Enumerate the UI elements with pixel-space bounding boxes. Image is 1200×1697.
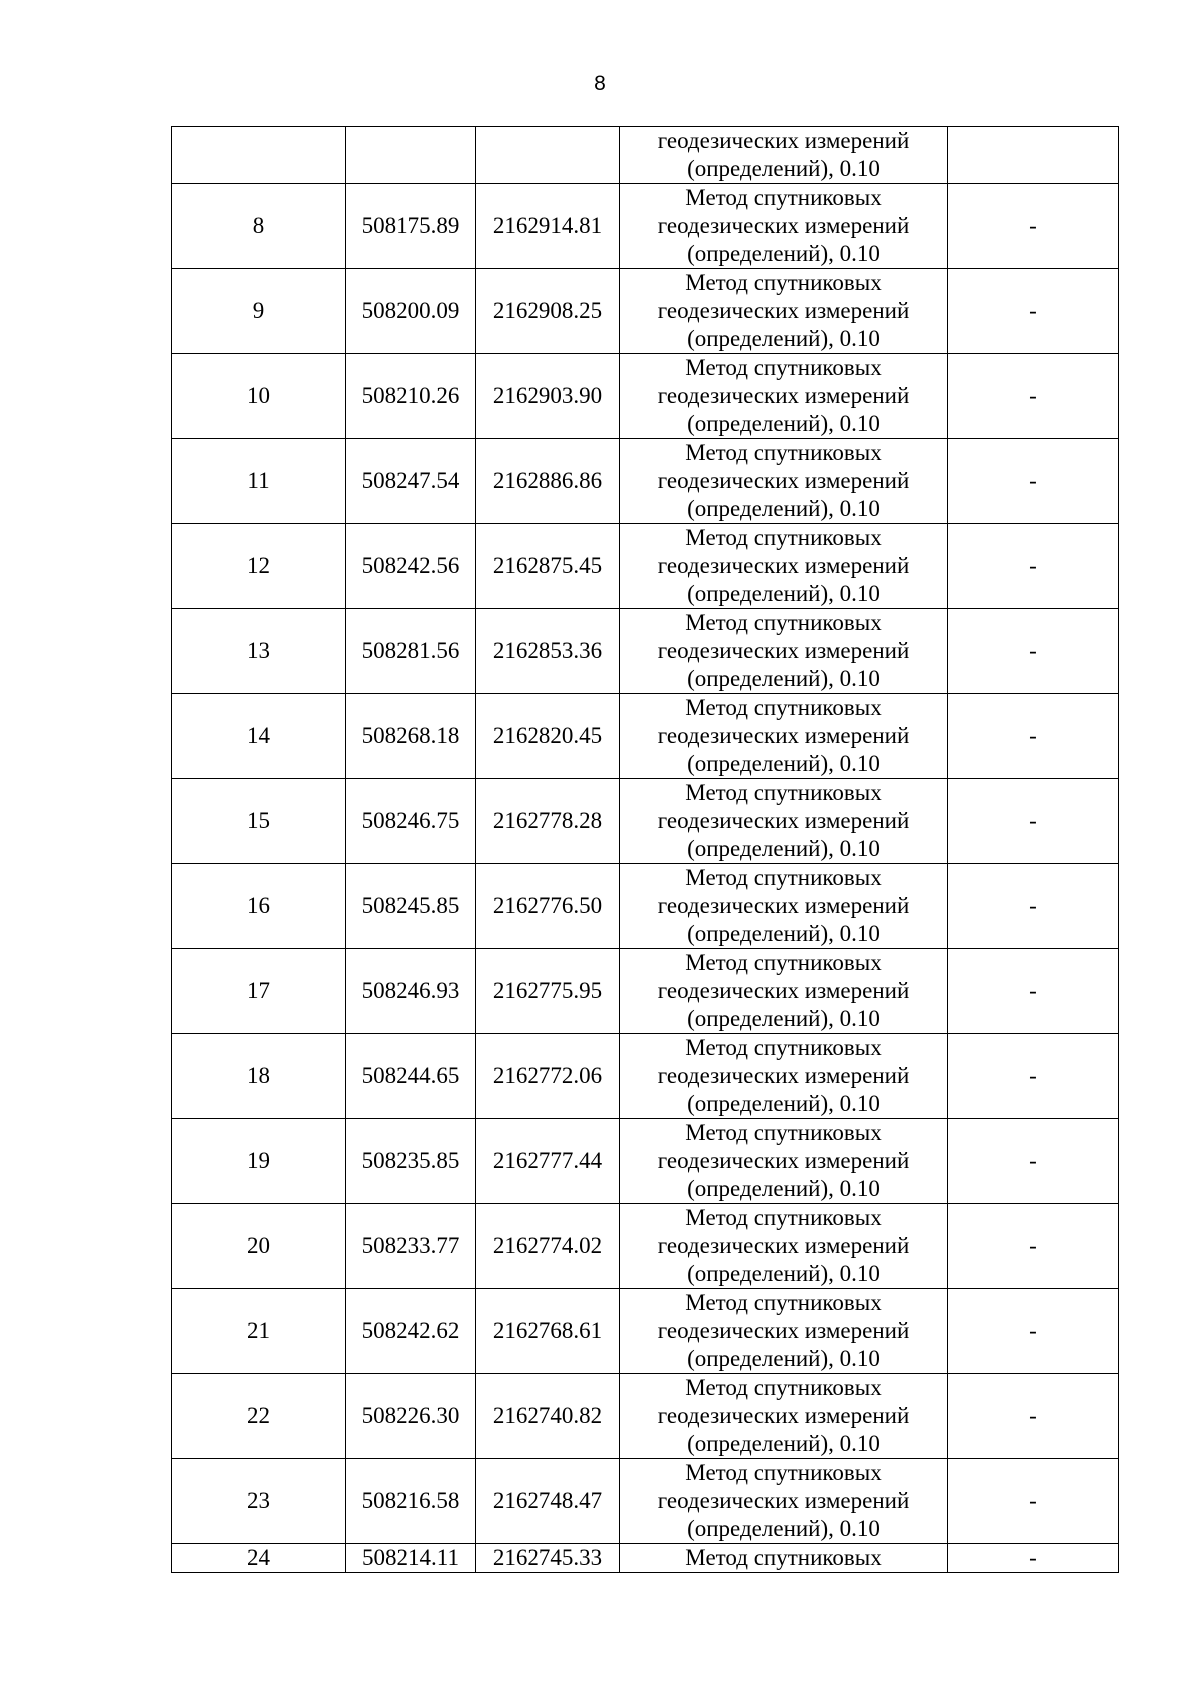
coordinates-table <box>171 126 1119 1573</box>
y-coordinate-cell: 2162886.86 <box>476 439 620 524</box>
note-cell: - <box>948 184 1119 269</box>
method-line: (определений), 0.10 <box>687 1431 880 1456</box>
method-line: (определений), 0.10 <box>687 156 880 181</box>
note-cell: - <box>948 354 1119 439</box>
method-cell <box>620 949 948 1034</box>
table-row <box>172 184 1119 269</box>
method-line: геодезических измерений <box>657 1488 910 1513</box>
y-coordinate-cell: 2162908.25 <box>476 269 620 354</box>
x-coordinate-cell: 508242.62 <box>346 1289 476 1374</box>
page-number: 8 <box>594 72 606 95</box>
point-number-cell: 12 <box>172 524 346 609</box>
note-cell: - <box>948 864 1119 949</box>
y-coordinate-cell: 2162778.28 <box>476 779 620 864</box>
method-line: (определений), 0.10 <box>687 666 880 691</box>
x-coordinate-cell: 508235.85 <box>346 1119 476 1204</box>
method-cell <box>620 127 948 184</box>
table-row <box>172 609 1119 694</box>
method-line: (определений), 0.10 <box>687 836 880 861</box>
note-cell: - <box>948 1119 1119 1204</box>
note-cell: - <box>948 269 1119 354</box>
method-line: геодезических измерений <box>657 978 910 1003</box>
method-cell <box>620 524 948 609</box>
note-cell <box>948 127 1119 184</box>
table-row <box>172 524 1119 609</box>
method-line: геодезических измерений <box>657 723 910 748</box>
y-coordinate-cell: 2162820.45 <box>476 694 620 779</box>
method-line: геодезических измерений <box>657 808 910 833</box>
method-cell <box>620 1034 948 1119</box>
point-number-cell: 17 <box>172 949 346 1034</box>
method-line: геодезических измерений <box>657 383 910 408</box>
point-number-cell: 23 <box>172 1459 346 1544</box>
y-coordinate-cell: 2162772.06 <box>476 1034 620 1119</box>
table-row <box>172 694 1119 779</box>
method-line: Метод спутниковых <box>685 440 882 465</box>
x-coordinate-cell: 508233.77 <box>346 1204 476 1289</box>
method-line: Метод спутниковых <box>685 1120 882 1145</box>
point-number-cell: 21 <box>172 1289 346 1374</box>
method-cell <box>620 184 948 269</box>
method-line: Метод спутниковых <box>685 270 882 295</box>
method-line: Метод спутниковых <box>685 1545 882 1570</box>
method-line: (определений), 0.10 <box>687 411 880 436</box>
point-number-cell: 14 <box>172 694 346 779</box>
method-line: геодезических измерений <box>657 1148 910 1173</box>
method-line: (определений), 0.10 <box>687 496 880 521</box>
method-line: (определений), 0.10 <box>687 1516 880 1541</box>
method-cell <box>620 439 948 524</box>
method-line: геодезических измерений <box>657 298 910 323</box>
method-cell <box>620 609 948 694</box>
point-number-cell: 16 <box>172 864 346 949</box>
point-number-cell: 9 <box>172 269 346 354</box>
method-line: Метод спутниковых <box>685 865 882 890</box>
method-line: геодезических измерений <box>657 893 910 918</box>
y-coordinate-cell: 2162745.33 <box>476 1544 620 1573</box>
note-cell: - <box>948 779 1119 864</box>
method-cell <box>620 269 948 354</box>
y-coordinate-cell: 2162853.36 <box>476 609 620 694</box>
method-line: геодезических измерений <box>657 638 910 663</box>
method-line: Метод спутниковых <box>685 1035 882 1060</box>
x-coordinate-cell: 508281.56 <box>346 609 476 694</box>
method-cell <box>620 1119 948 1204</box>
method-cell <box>620 1374 948 1459</box>
table-row <box>172 439 1119 524</box>
x-coordinate-cell: 508247.54 <box>346 439 476 524</box>
table-row <box>172 1119 1119 1204</box>
x-coordinate-cell: 508268.18 <box>346 694 476 779</box>
y-coordinate-cell: 2162775.95 <box>476 949 620 1034</box>
y-coordinate-cell: 2162777.44 <box>476 1119 620 1204</box>
method-line: геодезических измерений <box>657 1403 910 1428</box>
table-row <box>172 864 1119 949</box>
x-coordinate-cell <box>346 127 476 184</box>
method-line: (определений), 0.10 <box>687 326 880 351</box>
y-coordinate-cell: 2162748.47 <box>476 1459 620 1544</box>
method-line: (определений), 0.10 <box>687 581 880 606</box>
method-line: Метод спутниковых <box>685 1375 882 1400</box>
method-cell <box>620 1544 948 1573</box>
y-coordinate-cell: 2162914.81 <box>476 184 620 269</box>
y-coordinate-cell <box>476 127 620 184</box>
point-number-cell: 18 <box>172 1034 346 1119</box>
y-coordinate-cell: 2162774.02 <box>476 1204 620 1289</box>
point-number-cell: 22 <box>172 1374 346 1459</box>
method-cell <box>620 694 948 779</box>
table-row <box>172 1289 1119 1374</box>
x-coordinate-cell: 508244.65 <box>346 1034 476 1119</box>
point-number-cell: 8 <box>172 184 346 269</box>
method-line: (определений), 0.10 <box>687 921 880 946</box>
note-cell: - <box>948 1544 1119 1573</box>
note-cell: - <box>948 1204 1119 1289</box>
note-cell: - <box>948 609 1119 694</box>
method-line: Метод спутниковых <box>685 950 882 975</box>
note-cell: - <box>948 1459 1119 1544</box>
method-line: геодезических измерений <box>657 1233 910 1258</box>
table-row <box>172 354 1119 439</box>
method-cell <box>620 354 948 439</box>
table-row <box>172 1374 1119 1459</box>
method-line: геодезических измерений <box>657 128 910 153</box>
note-cell: - <box>948 694 1119 779</box>
y-coordinate-cell: 2162776.50 <box>476 864 620 949</box>
method-line: (определений), 0.10 <box>687 1176 880 1201</box>
table-row <box>172 269 1119 354</box>
point-number-cell: 19 <box>172 1119 346 1204</box>
point-number-cell <box>172 127 346 184</box>
method-line: геодезических измерений <box>657 213 910 238</box>
note-cell: - <box>948 439 1119 524</box>
method-line: (определений), 0.10 <box>687 1346 880 1371</box>
method-line: (определений), 0.10 <box>687 241 880 266</box>
x-coordinate-cell: 508245.85 <box>346 864 476 949</box>
method-line: Метод спутниковых <box>685 1205 882 1230</box>
method-line: Метод спутниковых <box>685 695 882 720</box>
method-line: Метод спутниковых <box>685 355 882 380</box>
method-line: геодезических измерений <box>657 1318 910 1343</box>
y-coordinate-cell: 2162903.90 <box>476 354 620 439</box>
point-number-cell: 20 <box>172 1204 346 1289</box>
method-line: Метод спутниковых <box>685 1460 882 1485</box>
method-line: Метод спутниковых <box>685 780 882 805</box>
method-line: (определений), 0.10 <box>687 1091 880 1116</box>
method-cell <box>620 864 948 949</box>
note-cell: - <box>948 1374 1119 1459</box>
x-coordinate-cell: 508214.11 <box>346 1544 476 1573</box>
method-line: геодезических измерений <box>657 553 910 578</box>
method-line: Метод спутниковых <box>685 185 882 210</box>
x-coordinate-cell: 508246.93 <box>346 949 476 1034</box>
method-line: геодезических измерений <box>657 468 910 493</box>
x-coordinate-cell: 508200.09 <box>346 269 476 354</box>
point-number-cell: 10 <box>172 354 346 439</box>
x-coordinate-cell: 508246.75 <box>346 779 476 864</box>
method-cell <box>620 1459 948 1544</box>
table-row-partial <box>172 1544 1119 1573</box>
method-line: (определений), 0.10 <box>687 1261 880 1286</box>
point-number-cell: 13 <box>172 609 346 694</box>
method-line: Метод спутниковых <box>685 610 882 635</box>
method-line: Метод спутниковых <box>685 1290 882 1315</box>
y-coordinate-cell: 2162875.45 <box>476 524 620 609</box>
table-row <box>172 1034 1119 1119</box>
table-row <box>172 1459 1119 1544</box>
table-row <box>172 949 1119 1034</box>
x-coordinate-cell: 508210.26 <box>346 354 476 439</box>
x-coordinate-cell: 508216.58 <box>346 1459 476 1544</box>
method-line: геодезических измерений <box>657 1063 910 1088</box>
point-number-cell: 24 <box>172 1544 346 1573</box>
x-coordinate-cell: 508175.89 <box>346 184 476 269</box>
note-cell: - <box>948 524 1119 609</box>
note-cell: - <box>948 1289 1119 1374</box>
x-coordinate-cell: 508242.56 <box>346 524 476 609</box>
note-cell: - <box>948 949 1119 1034</box>
method-cell <box>620 779 948 864</box>
y-coordinate-cell: 2162768.61 <box>476 1289 620 1374</box>
method-cell <box>620 1289 948 1374</box>
y-coordinate-cell: 2162740.82 <box>476 1374 620 1459</box>
method-line: Метод спутниковых <box>685 525 882 550</box>
x-coordinate-cell: 508226.30 <box>346 1374 476 1459</box>
method-line: (определений), 0.10 <box>687 1006 880 1031</box>
point-number-cell: 15 <box>172 779 346 864</box>
method-cell <box>620 1204 948 1289</box>
table-row <box>172 1204 1119 1289</box>
table-row <box>172 779 1119 864</box>
point-number-cell: 11 <box>172 439 346 524</box>
method-line: (определений), 0.10 <box>687 751 880 776</box>
note-cell: - <box>948 1034 1119 1119</box>
table-row-continuation <box>172 127 1119 184</box>
